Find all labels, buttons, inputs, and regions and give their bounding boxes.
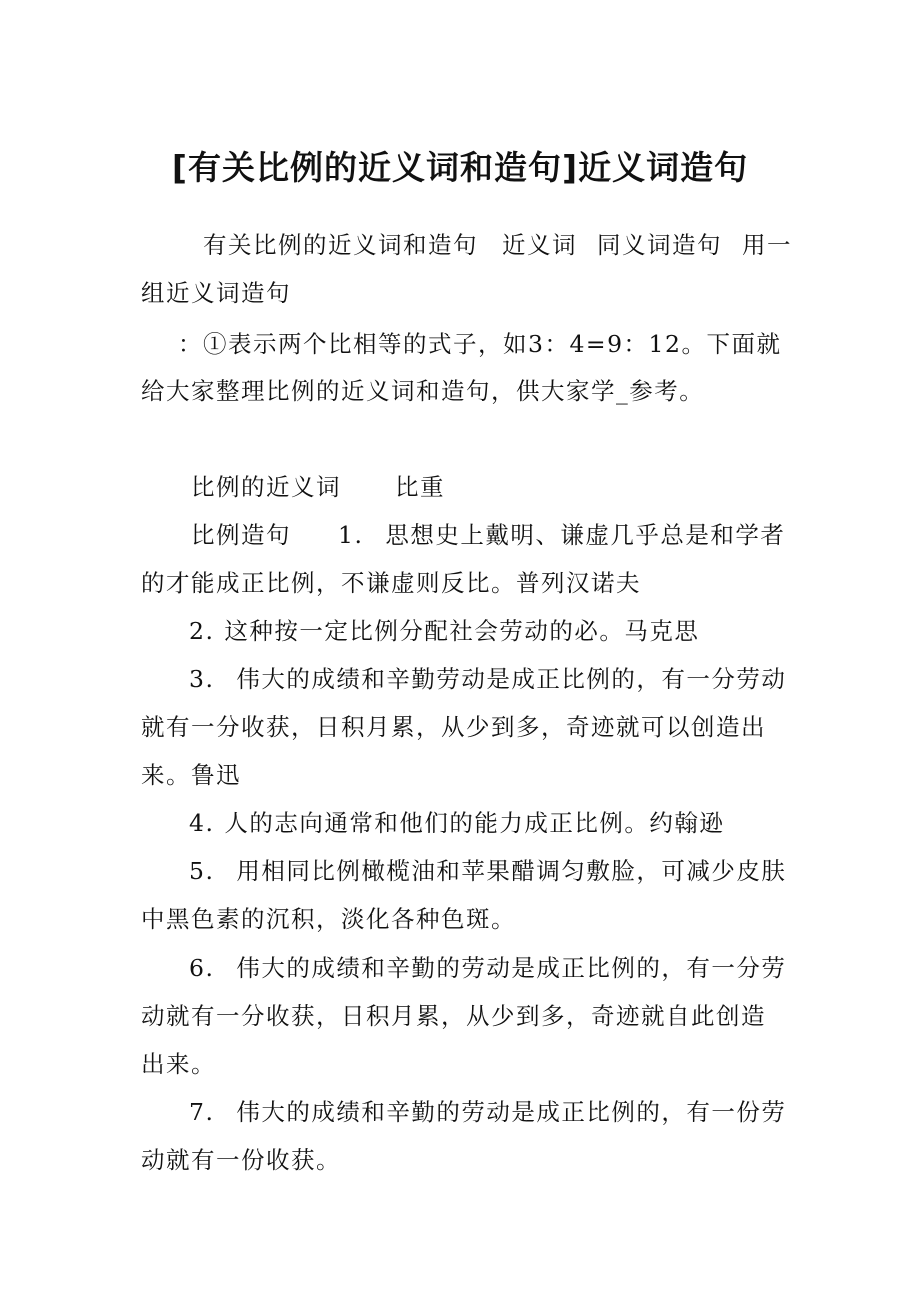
sentence-7-text: 伟大的成绩和辛勤的劳动是成正比例的，有一份劳 (236, 1098, 787, 1126)
sentence-3-number: 3. (189, 665, 215, 693)
intro-heading: 有关比例的近义词和造句 (203, 231, 478, 259)
sentence-7-line-1 (189, 1095, 786, 1129)
intro-line-1 (203, 228, 792, 262)
sentence-2-line-1 (189, 614, 699, 648)
sentence-5-line-1 (189, 854, 786, 888)
sentence-4-line-1 (189, 806, 724, 840)
sentence-6-number: 6. (189, 954, 215, 982)
sentence-4-number: 4. (189, 809, 215, 837)
intro-tag-sentence: 同义词造句 (597, 231, 722, 259)
sentence-2-text: 这种按一定比例分配社会劳动的必。马克思 (224, 617, 700, 645)
sentence-7-number: 7. (189, 1098, 215, 1126)
sentence-5-text: 用相同比例橄榄油和苹果醋调匀敷脸，可减少皮肤 (236, 857, 787, 885)
sentence-1-number: 1. (338, 521, 364, 549)
sentence-6-line-3: 出来。 (141, 1050, 216, 1078)
intro-tag-synonym: 近义词 (502, 231, 577, 259)
intro-line-2: 组近义词造句 (141, 279, 291, 307)
sentence-1-text: 思想史上戴明、谦虚几乎总是和学者 (385, 521, 786, 549)
synonym-label: 比例的近义词 (191, 473, 341, 501)
intro-tag-group-part1: 用一 (742, 231, 792, 259)
sentence-4-text: 人的志向通常和他们的能力成正比例。约翰逊 (224, 809, 725, 837)
sentence-5-line-2: 中黑色素的沉积，淡化各种色斑。 (141, 905, 516, 933)
sentence-5-number: 5. (189, 857, 215, 885)
sentence-3-line-3: 来。鲁迅 (141, 761, 241, 789)
sentence-7-line-2: 动就有一份收获。 (141, 1146, 341, 1174)
definition-line-2: 给大家整理比例的近义词和造句，供大家学_参考。 (141, 377, 705, 405)
sentence-1-line-1 (191, 518, 785, 552)
sentence-2-number: 2. (189, 617, 215, 645)
page-title: [有关比例的近义词和造句]近义词造句 (171, 148, 749, 187)
sentence-6-text: 伟大的成绩和辛勤的劳动是成正比例的，有一分劳 (236, 954, 787, 982)
sentence-1-line-2: 的才能成正比例，不谦虚则反比。普列汉诺夫 (141, 569, 641, 597)
sentence-3-line-1 (189, 662, 786, 696)
sentence-3-line-2: 就有一分收获，日积月累，从少到多，奇迹就可以创造出 (141, 713, 766, 741)
definition-line-1: ：①表示两个比相等的式子，如3：4=9：12。下面就 (178, 330, 782, 358)
sentence-3-text: 伟大的成绩和辛勤劳动是成正比例的，有一分劳动 (236, 665, 787, 693)
synonym-row (191, 470, 445, 504)
synonym-value: 比重 (395, 473, 445, 501)
sentence-6-line-2: 动就有一分收获，日积月累，从少到多，奇迹就自此创造 (141, 1002, 766, 1030)
sentences-label: 比例造句 (191, 521, 291, 549)
sentence-6-line-1 (189, 951, 786, 985)
